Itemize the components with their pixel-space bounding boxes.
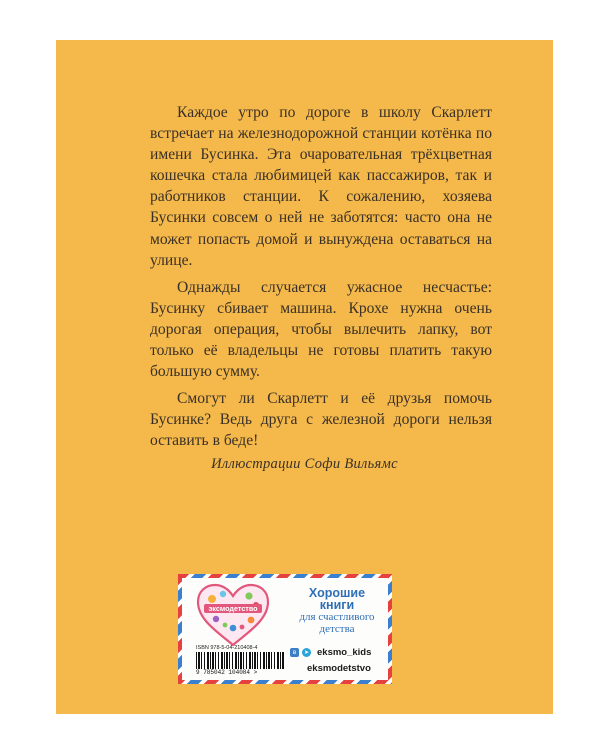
telegram-icon[interactable]: ➤	[303, 649, 310, 656]
slogan-line-4: детства	[319, 623, 355, 635]
blurb-paragraph-1: Каждое утро по дороге в школу Скарлетт встречает на железнодорожной станции котёнка по имени Бусинка. Эта очаровательная трёхцветная кошечка стала любимицей как пассажиров, так и работников станции. К сожалению, хозяева Бусинки совсем о ней не заботятся: часто она не может попасть домой и вынуждена оставаться на улице.	[150, 104, 492, 269]
publisher-heart-logo	[196, 583, 270, 647]
publisher-slogan	[292, 587, 382, 635]
social-handle[interactable]: eksmo_kids	[317, 647, 372, 658]
publisher-sticker	[178, 574, 392, 684]
website-link[interactable]: eksmodetstvo	[307, 663, 371, 674]
barcode	[196, 652, 284, 669]
sticker-card	[182, 578, 388, 680]
publisher-logo-text: эксмодетство	[208, 604, 258, 614]
social-links	[290, 647, 371, 658]
slogan-line-1: Хорошие	[308, 586, 366, 600]
blurb-paragraph-3: Смогут ли Скарлетт и её друзья помочь Бусинке? Ведь друга с железной дороги нельзя оставить в беде!	[150, 390, 492, 450]
barcode-digits: 9 785042 104084 >	[196, 669, 258, 676]
slogan-line-3: для счастливого	[299, 611, 375, 623]
slogan-line-2: книги	[319, 598, 355, 612]
blurb-paragraph-2: Однажды случается ужасное несчастье: Бусинку сбивает машина. Крохе нужна очень дорогая операция, чтобы вылечить лапку, вот только её владельцы не готовы платить такую большую сумму.	[150, 278, 492, 381]
illustrator-credit: Иллюстрации Софи Вильямс	[211, 456, 398, 472]
blurb-text	[150, 102, 492, 452]
isbn-label: ISBN 978-5-04-210408-4	[196, 645, 258, 651]
vk-icon[interactable]: в	[290, 648, 299, 657]
